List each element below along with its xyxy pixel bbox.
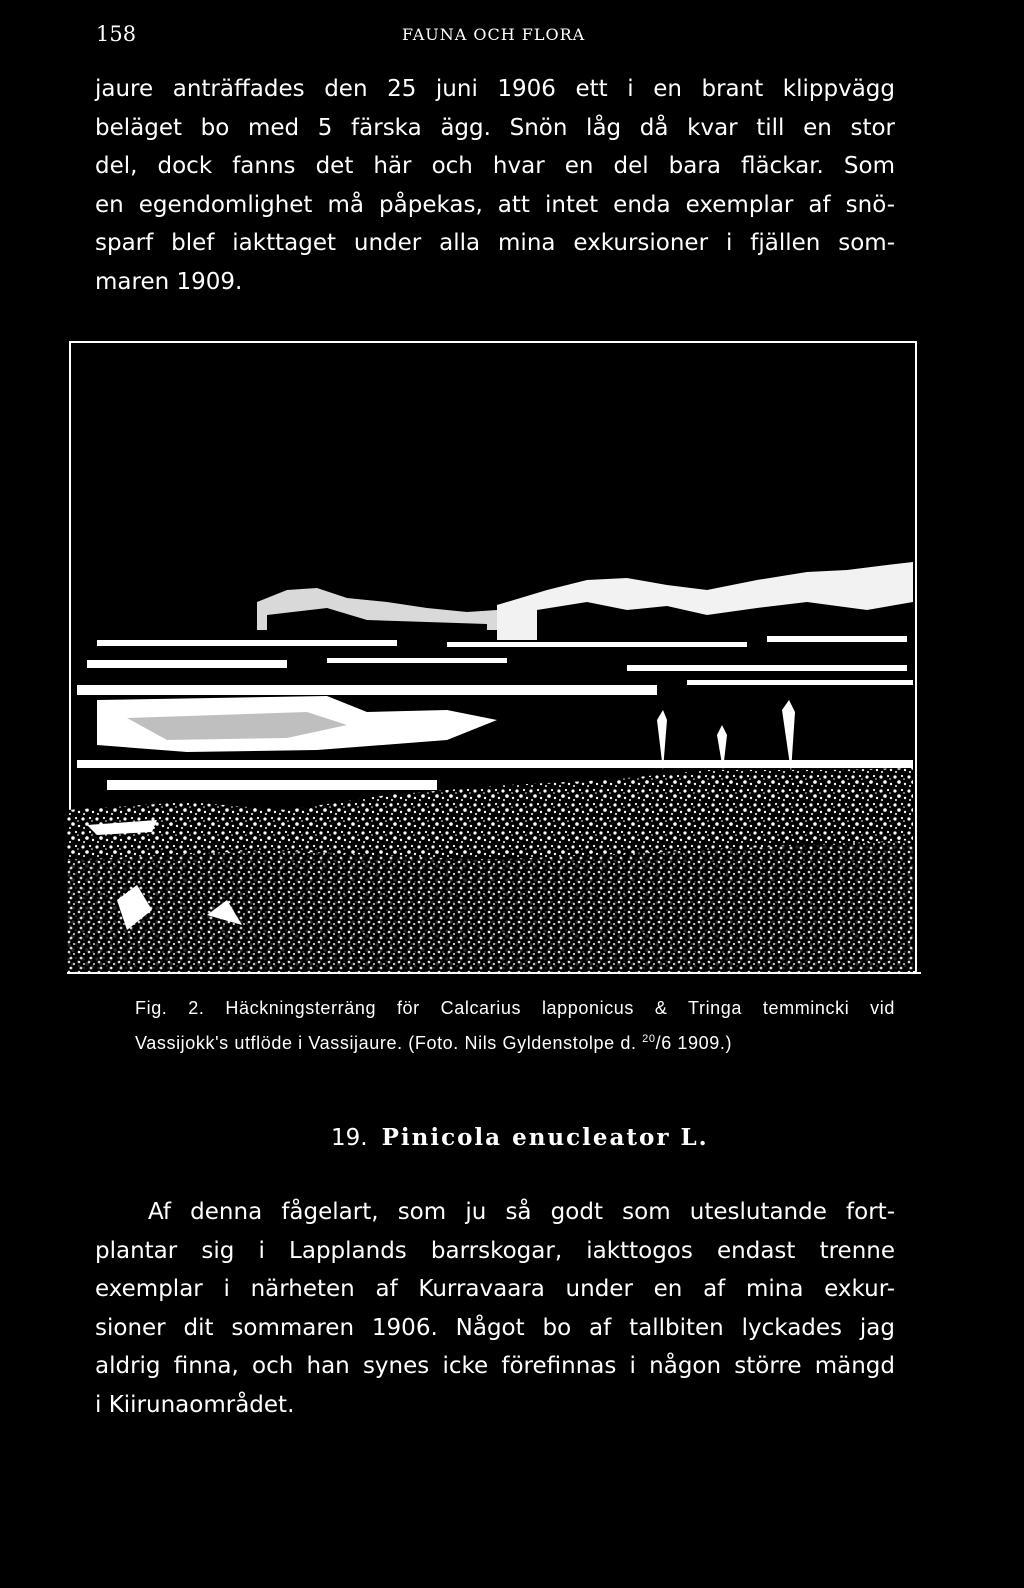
text-line: jaure anträffades den 25 juni 1906 ett i en brant klippvägg	[95, 76, 895, 102]
caption-text-a: Vassijokk's utflöde i Vassijaure. (Foto. Nils Gyldenstolpe d.	[135, 1033, 643, 1053]
text-line: del, dock fanns det här och hvar en del bara fläckar. Som	[95, 153, 895, 179]
text-line: beläget bo med 5 färska ägg. Snön låg då kvar till en stor	[95, 114, 895, 141]
caption-text-b: 1909.)	[671, 1033, 733, 1053]
figure-caption-line-1	[135, 993, 895, 1024]
section-title: Pinicola enucleator L.	[381, 1124, 709, 1151]
landscape-photograph	[67, 340, 921, 980]
running-head: FAUNA OCH FLORA	[402, 25, 586, 44]
paragraph-1	[95, 70, 895, 301]
figure-caption-line-2	[135, 1024, 895, 1059]
caption-text: Fig. 2. Häckningsterräng för Calcarius lapponicus & Tringa temmincki vid	[135, 998, 895, 1018]
caption-date-sub: /6	[655, 1033, 672, 1053]
section-heading	[331, 1124, 709, 1151]
photo-illustration	[67, 340, 921, 980]
text-line: maren 1909.	[95, 268, 243, 295]
text-line: aldrig finna, och han synes icke förefinnas i någon större mängd	[95, 1353, 895, 1379]
paragraph-2	[95, 1193, 895, 1424]
text-line: plantar sig i Lapplands barrskogar, iakttogos endast trenne	[95, 1237, 895, 1264]
section-number: 19.	[331, 1125, 368, 1151]
text-line: i Kiirunaområdet.	[95, 1391, 295, 1418]
page-number: 158	[96, 22, 137, 46]
text-line: sioner dit sommaren 1906. Något bo af tallbiten lyckades jag	[95, 1314, 895, 1341]
text-line: sparf blef iakttaget under alla mina exkursioner i fjällen som-	[95, 230, 895, 256]
text-line: Af denna fågelart, som ju så godt som uteslutande fort-	[148, 1199, 895, 1225]
caption-date-sup: 20	[642, 1033, 656, 1045]
text-line: exemplar i närheten af Kurravaara under en af mina exkur-	[95, 1276, 895, 1302]
text-line: en egendomlighet må påpekas, att intet enda exemplar af snö-	[95, 191, 895, 218]
caption-text	[135, 1024, 895, 1059]
